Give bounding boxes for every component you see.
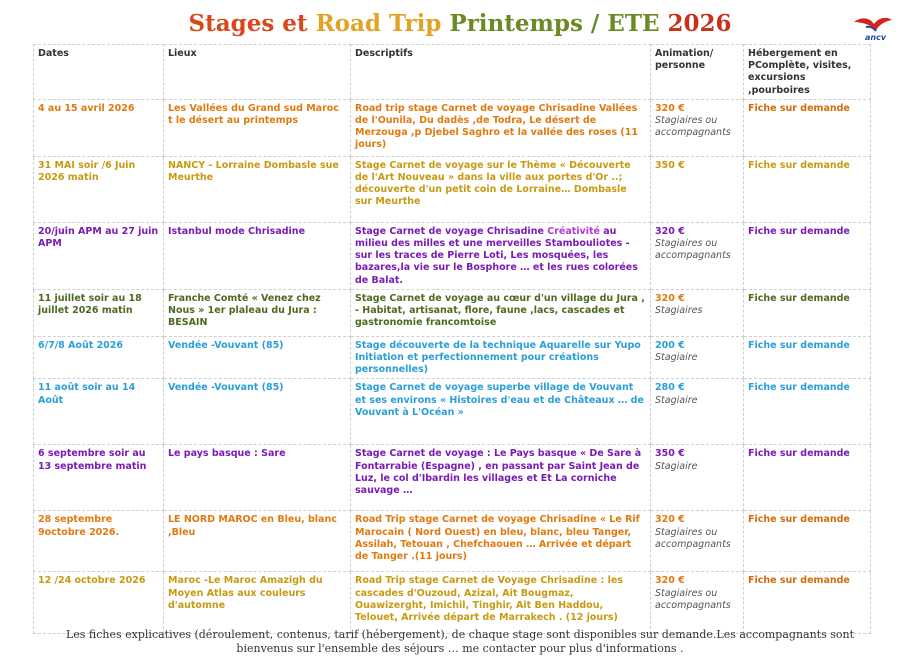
row-desc: Road Trip stage Carnet de Voyage Chrisadine : les cascades d'Ouzoud, Azizal, Ait Bougmaz, Ouawizerght, Imichil, Tinghir, Ait Ben Haddou, Telouet, Arrivée départ de Marrakech . (12 jours) <box>351 572 651 634</box>
row-dates: 31 MAI soir /6 Juin 2026 matin <box>34 156 164 222</box>
row-note: Stagiaire <box>655 460 698 472</box>
row-note: Stagiaires ou accompagnants <box>655 587 731 611</box>
row-price: 280 € <box>655 382 685 394</box>
table-row <box>34 445 871 511</box>
row-heb-link[interactable]: Fiche sur demande <box>744 379 871 445</box>
row-lieux: Vendée -Vouvant (85) <box>164 336 351 379</box>
title-et: et <box>274 10 316 37</box>
row-desc: Road trip stage Carnet de voyage Chrisadine Vallées de l'Ounila, Du dadès ,de Todra, Le désert de Merzouga ,p Djebel Saghro et la vallée des roses (11 jours) <box>351 99 651 156</box>
row-desc-part: Stage Carnet de voyage Chrisadine <box>355 225 548 237</box>
row-desc: Stage Carnet de voyage superbe village de Vouvant et ses environs « Histoires d'eau et de Châteaux … de Vouvant à L'Océan » <box>351 379 651 445</box>
row-price-cell <box>651 445 744 511</box>
row-dates: 11 juillet soir au 18 juillet 2026 matin <box>34 289 164 336</box>
row-heb-link[interactable]: Fiche sur demande <box>744 511 871 572</box>
row-price: 350 € <box>655 448 685 460</box>
row-price-cell <box>651 572 744 634</box>
row-price: 320 € <box>655 102 685 114</box>
row-price: 320 € <box>655 514 685 526</box>
page-title <box>0 10 920 37</box>
row-heb-link[interactable]: Fiche sur demande <box>744 222 871 289</box>
row-price: 320 € <box>655 292 685 304</box>
row-desc <box>351 222 651 289</box>
logo-text: ancv <box>865 33 887 42</box>
row-dates: 4 au 15 avril 2026 <box>34 99 164 156</box>
row-price-cell <box>651 99 744 156</box>
row-price-cell <box>651 156 744 222</box>
row-lieux: LE NORD MAROC en Bleu, blanc ,Bleu <box>164 511 351 572</box>
row-price-cell <box>651 289 744 336</box>
row-dates: 12 /24 octobre 2026 <box>34 572 164 634</box>
row-price-cell <box>651 511 744 572</box>
row-heb-link[interactable]: Fiche sur demande <box>744 445 871 511</box>
header-lieux: Lieux <box>164 45 351 100</box>
row-note: Stagiaire <box>655 394 698 406</box>
row-heb-link[interactable]: Fiche sur demande <box>744 99 871 156</box>
row-desc-highlight: Créativité <box>547 225 600 237</box>
row-note: Stagiaires <box>655 305 703 317</box>
header-descriptifs: Descriptifs <box>351 45 651 100</box>
header-dates: Dates <box>34 45 164 100</box>
title-season: Printemps / ETE <box>441 10 668 37</box>
footer-line-1: Les fiches explicatives (déroulement, contenus, tarif (hébergement), de chaque stage sont disponibles sur demande.Les accompagnants sont <box>65 628 855 641</box>
row-heb-link[interactable]: Fiche sur demande <box>744 572 871 634</box>
table-row <box>34 222 871 289</box>
row-desc: Stage découverte de la technique Aquarelle sur Yupo Initiation et perfectionnement pour créations personnelles) <box>351 336 651 379</box>
row-desc-part: au milieu des milles et une merveilles Stambouliotes - sur les traces de Pierre Loti, Les mosquées, les bazares,la vie sur le Bosphore … et les rues colorées de Balat. <box>355 225 638 286</box>
header-animation: Animation/ personne <box>651 45 744 100</box>
title-stages: Stages <box>188 10 275 37</box>
footer-note <box>0 628 920 656</box>
row-lieux: Istanbul mode Chrisadine <box>164 222 351 289</box>
row-price: 350 € <box>655 159 685 171</box>
row-dates: 6 septembre soir au 13 septembre matin <box>34 445 164 511</box>
row-lieux: Franche Comté « Venez chez Nous » 1er plaleau du Jura : BESAIN <box>164 289 351 336</box>
table-row <box>34 336 871 379</box>
row-dates: 20/juin APM au 27 juin APM <box>34 222 164 289</box>
row-price: 200 € <box>655 339 685 351</box>
title-road-trip: Road Trip <box>315 10 442 37</box>
row-heb-link[interactable]: Fiche sur demande <box>744 156 871 222</box>
row-note: Stagiaires ou accompagnants <box>655 238 731 262</box>
row-heb-link[interactable]: Fiche sur demande <box>744 336 871 379</box>
row-dates: 11 août soir au 14 Août <box>34 379 164 445</box>
row-desc: Stage Carnet de voyage au cœur d'un village du Jura , - Habitat, artisanat, flore, faune ,lacs, cascades et gastronomie francomtoise <box>351 289 651 336</box>
row-note: Stagiaires ou accompagnants <box>655 526 731 550</box>
row-desc: Stage Carnet de voyage : Le Pays basque « De Sare à Fontarrabie (Espagne) , en passant par Saint Jean de Luz, le col d'Ibardin les villages et Et La corniche sauvage … <box>351 445 651 511</box>
row-price-cell <box>651 379 744 445</box>
table-row <box>34 379 871 445</box>
row-lieux: Maroc -Le Maroc Amazigh du Moyen Atlas aux couleurs d'automne <box>164 572 351 634</box>
row-price-cell <box>651 336 744 379</box>
stages-table <box>33 44 871 634</box>
row-desc: Stage Carnet de voyage sur le Thème « Découverte de l'Art Nouveau » dans la ville aux portes d'Or ..; découverte d'un petit coin de Lorraine… Dombasle sur Meurthe <box>351 156 651 222</box>
table-header-row <box>34 45 871 100</box>
table-row <box>34 511 871 572</box>
table-row <box>34 572 871 634</box>
row-lieux: Les Vallées du Grand sud Maroc t le désert au printemps <box>164 99 351 156</box>
row-lieux: Le pays basque : Sare <box>164 445 351 511</box>
row-dates: 28 septembre 9octobre 2026. <box>34 511 164 572</box>
row-desc: Road Trip stage Carnet de voyage Chrisadine « Le Rif Marocain ( Nord Ouest) en bleu, blanc, bleu Tanger, Assilah, Tetouan , Chefchaouen … Arrivée et départ de Tanger .(11 jours) <box>351 511 651 572</box>
table-row <box>34 156 871 222</box>
table-row <box>34 99 871 156</box>
table-row <box>34 289 871 336</box>
footer-line-2: bienvenus sur l'ensemble des séjours … me contacter pour plus d'informations . <box>236 642 684 655</box>
row-price: 320 € <box>655 575 685 587</box>
header-hebergement: Hébergement en PComplète, visites, excursions ,pourboires <box>744 45 871 100</box>
row-lieux: Vendée -Vouvant (85) <box>164 379 351 445</box>
row-dates: 6/7/8 Août 2026 <box>34 336 164 379</box>
row-note: Stagiaires ou accompagnants <box>655 115 731 139</box>
row-price-cell <box>651 222 744 289</box>
row-note: Stagiaire <box>655 352 698 364</box>
row-price: 320 € <box>655 225 685 237</box>
row-lieux: NANCY - Lorraine Dombasle sue Meurthe <box>164 156 351 222</box>
row-heb-link[interactable]: Fiche sur demande <box>744 289 871 336</box>
title-year: 2026 <box>667 10 732 37</box>
